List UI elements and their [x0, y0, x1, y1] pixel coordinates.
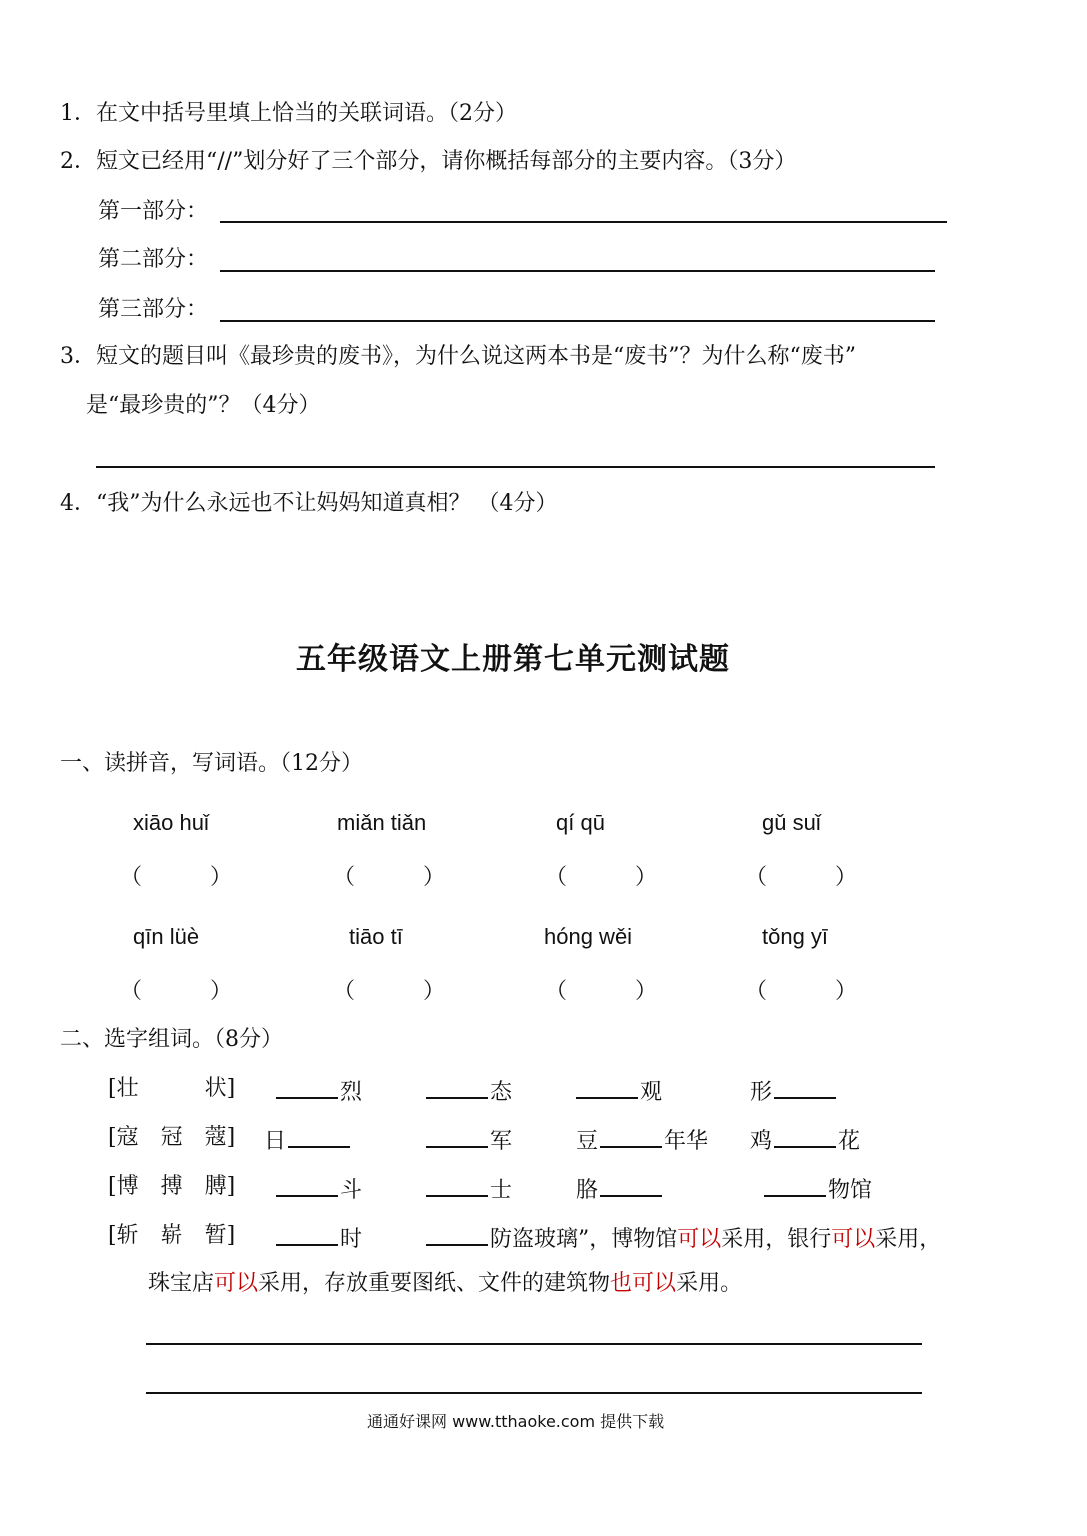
- section1-heading: 一、读拼音，写词语。（12分）: [60, 751, 363, 776]
- answer-blank[interactable]: [276, 1222, 338, 1246]
- word-item: [424, 1075, 512, 1107]
- footer-text: 通通好课网 www.tthaoke.com 提供下载: [367, 1412, 665, 1431]
- word-item: [574, 1075, 662, 1107]
- answer-blank[interactable]: [426, 1124, 488, 1148]
- word-suffix: 斗: [340, 1178, 363, 1203]
- answer-line[interactable]: [146, 1343, 922, 1345]
- word-suffix: 花: [838, 1129, 861, 1154]
- highlight-text: 也可以: [610, 1271, 677, 1296]
- part2-answer-line[interactable]: [220, 270, 935, 272]
- word-prefix: 形: [750, 1080, 773, 1105]
- highlight-text: 可以: [214, 1271, 259, 1296]
- char-group: [寇 冠 蔻]: [108, 1125, 236, 1150]
- part3-label: 第三部分：: [98, 297, 209, 322]
- passage-line: [148, 1270, 742, 1298]
- text-segment: 采用，: [875, 1227, 942, 1252]
- word-item: [750, 1075, 838, 1107]
- part1-label: 第一部分：: [98, 199, 209, 224]
- word-item: [274, 1173, 362, 1205]
- word-item: [264, 1124, 352, 1156]
- word-suffix: 军: [490, 1129, 513, 1154]
- pinyin-item: hóng wěi: [544, 924, 633, 949]
- answer-line[interactable]: [146, 1392, 922, 1394]
- answer-paren-open: （: [333, 865, 356, 890]
- answer-blank[interactable]: [288, 1124, 350, 1148]
- pinyin-item: gǔ suǐ: [762, 810, 821, 835]
- answer-blank[interactable]: [774, 1075, 836, 1099]
- answer-blank[interactable]: [426, 1075, 488, 1099]
- question-3-answer-line[interactable]: [96, 466, 935, 468]
- answer-paren-close: ）: [423, 865, 446, 890]
- word-suffix: 物馆: [828, 1178, 873, 1203]
- question-1: 1．在文中括号里填上恰当的关联词语。（2分）: [60, 101, 517, 126]
- word-item: [576, 1124, 708, 1156]
- word-item: [424, 1173, 512, 1205]
- char-group: [壮 状]: [108, 1076, 236, 1101]
- highlight-text: 可以: [677, 1227, 722, 1252]
- answer-blank[interactable]: [600, 1173, 662, 1197]
- answer-paren-close: ）: [210, 865, 233, 890]
- pinyin-item: tǒng yī: [762, 924, 829, 949]
- highlight-text: 可以: [831, 1227, 876, 1252]
- answer-blank[interactable]: [600, 1124, 662, 1148]
- answer-paren-close: ）: [835, 865, 858, 890]
- word-item: [750, 1124, 860, 1156]
- answer-blank[interactable]: [426, 1173, 488, 1197]
- pinyin-item: miǎn tiǎn: [337, 810, 427, 835]
- word-suffix: 年华: [664, 1129, 709, 1154]
- answer-paren-close: ）: [635, 979, 658, 1004]
- part3-answer-line[interactable]: [220, 320, 935, 322]
- word-suffix: 态: [490, 1080, 513, 1105]
- pinyin-item: tiāo tī: [349, 924, 403, 949]
- word-suffix: 观: [640, 1080, 663, 1105]
- word-suffix: 烈: [340, 1080, 363, 1105]
- part2-label: 第二部分：: [98, 247, 209, 272]
- pinyin-item: xiāo huǐ: [133, 810, 209, 835]
- question-4: 4．“我”为什么永远也不让妈妈知道真相？ （4分）: [60, 491, 558, 516]
- answer-paren-close: ）: [423, 979, 446, 1004]
- answer-blank[interactable]: [276, 1075, 338, 1099]
- word-item: [576, 1173, 664, 1205]
- page-title: 五年级语文上册第七单元测试题: [296, 642, 730, 677]
- word-prefix: 鸡: [750, 1129, 773, 1154]
- word-suffix: 时: [340, 1227, 363, 1252]
- char-group: [博 搏 膊]: [108, 1174, 236, 1199]
- word-prefix: 豆: [576, 1129, 599, 1154]
- answer-paren-close: ）: [210, 979, 233, 1004]
- answer-paren-close: ）: [835, 979, 858, 1004]
- answer-paren-open: （: [545, 865, 568, 890]
- word-item: [274, 1075, 362, 1107]
- word-item: [424, 1124, 512, 1156]
- answer-paren-open: （: [120, 979, 143, 1004]
- question-3-line1: 3．短文的题目叫《最珍贵的废书》，为什么说这两本书是“废书”？为什么称“废书”: [60, 344, 856, 369]
- text-segment: 采用。: [676, 1271, 743, 1296]
- answer-paren-open: （: [333, 979, 356, 1004]
- answer-blank[interactable]: [276, 1173, 338, 1197]
- answer-blank[interactable]: [576, 1075, 638, 1099]
- word-prefix: 胳: [576, 1178, 599, 1203]
- question-3-line2: 是“最珍贵的”？（4分）: [86, 393, 321, 418]
- answer-paren-open: （: [745, 979, 768, 1004]
- word-suffix: 士: [490, 1178, 513, 1203]
- pinyin-item: qí qū: [556, 810, 605, 835]
- row4-continuation: [424, 1222, 941, 1254]
- text-segment: 采用，存放重要图纸、文件的建筑物: [258, 1271, 611, 1296]
- answer-paren-open: （: [745, 865, 768, 890]
- text-segment: 珠宝店: [148, 1271, 215, 1296]
- pinyin-item: qīn lüè: [133, 924, 200, 949]
- answer-blank[interactable]: [774, 1124, 836, 1148]
- answer-paren-close: ）: [635, 865, 658, 890]
- answer-paren-open: （: [120, 865, 143, 890]
- word-prefix: 日: [264, 1129, 287, 1154]
- question-2: 2．短文已经用“//”划分好了三个部分，请你概括每部分的主要内容。（3分）: [60, 149, 797, 174]
- text-segment: 采用，银行: [721, 1227, 832, 1252]
- word-item: [762, 1173, 872, 1205]
- part1-answer-line[interactable]: [220, 221, 947, 223]
- section2-heading: 二、选字组词。（8分）: [60, 1027, 283, 1052]
- char-group: [斩 崭 暂]: [108, 1223, 236, 1248]
- text-segment: 防盗玻璃”，博物馆: [490, 1227, 678, 1252]
- answer-blank[interactable]: [764, 1173, 826, 1197]
- answer-blank[interactable]: [426, 1222, 488, 1246]
- answer-paren-open: （: [545, 979, 568, 1004]
- word-item: [274, 1222, 362, 1254]
